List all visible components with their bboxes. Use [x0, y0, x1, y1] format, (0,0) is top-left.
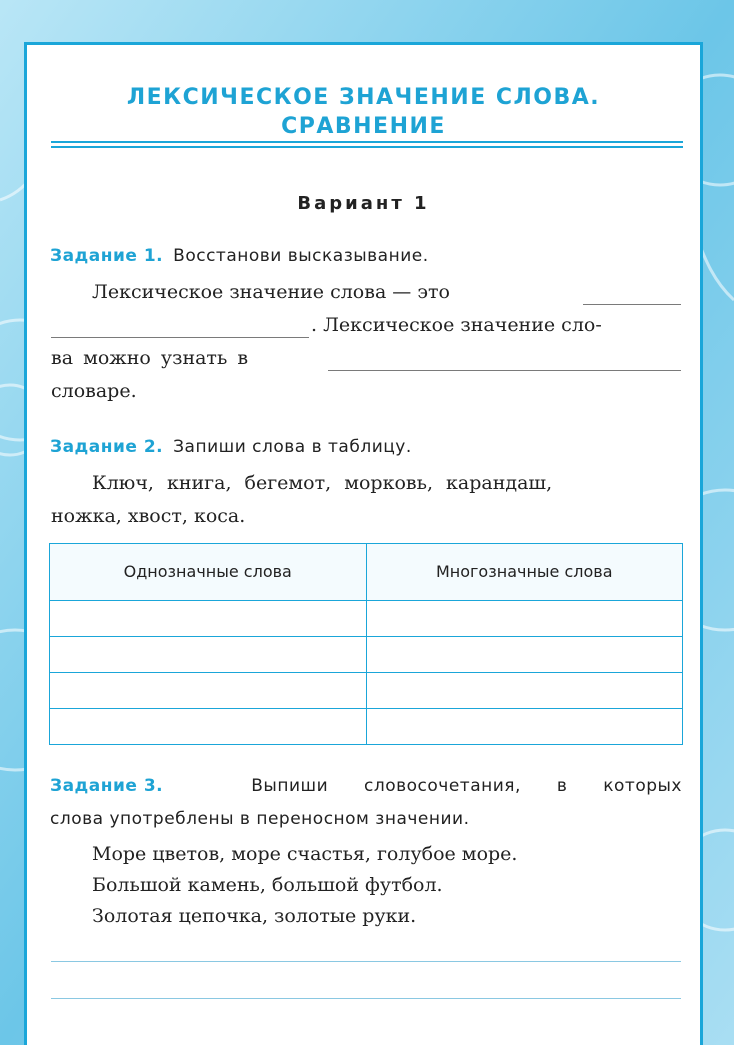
task-3-instruction-line-2: слова употреблены в переносном значении.	[50, 809, 470, 829]
column-header-single-meaning: Однозначные слова	[50, 544, 367, 601]
worksheet-page	[24, 42, 703, 1045]
task-3-heading	[50, 776, 682, 796]
task-3-label: Задание 3.	[50, 776, 164, 796]
answer-line[interactable]	[51, 998, 681, 999]
task-1-text-line-1: Лексическое значение слова — это	[92, 281, 450, 303]
answer-blank-3[interactable]	[328, 370, 681, 371]
word-table	[49, 543, 683, 745]
title-rule-top	[51, 141, 683, 143]
page-title	[27, 83, 700, 141]
task-1-text-line-4: словаре.	[51, 380, 137, 402]
table-cell[interactable]	[366, 601, 683, 637]
task-1-text-line-3: ва можно узнать в	[51, 347, 249, 369]
table-row	[50, 637, 683, 673]
task-2-instruction: Запиши слова в таблицу.	[173, 437, 412, 457]
task-2-words-line-1: Ключ, книга, бегемот, морковь, карандаш,	[92, 472, 553, 494]
example-line: Большой камень, большой футбол.	[92, 874, 443, 896]
page-title-line-2: СРАВНЕНИЕ	[281, 114, 446, 139]
task-1-text-line-2: . Лексическое значение сло-	[311, 314, 602, 336]
answer-blank-1[interactable]	[583, 304, 681, 305]
table-cell[interactable]	[50, 673, 367, 709]
table-cell[interactable]	[50, 601, 367, 637]
task-1-instruction: Восстанови высказывание.	[173, 246, 429, 266]
example-line: Море цветов, море счастья, голубое море.	[92, 843, 518, 865]
variant-heading: Вариант 1	[297, 193, 430, 214]
table-header-row	[50, 544, 683, 601]
table-cell[interactable]	[50, 709, 367, 745]
task-2-heading	[50, 437, 412, 457]
task-2-label: Задание 2.	[50, 437, 164, 457]
example-line: Золотая цепочка, золотые руки.	[92, 905, 417, 927]
task-1-heading	[50, 246, 429, 266]
table-row	[50, 709, 683, 745]
table-cell[interactable]	[366, 637, 683, 673]
answer-line[interactable]	[51, 961, 681, 962]
page-title-line-1: ЛЕКСИЧЕСКОЕ ЗНАЧЕНИЕ СЛОВА.	[126, 85, 601, 110]
table-cell[interactable]	[50, 637, 367, 673]
task-3-instruction-line-1: Выпиши словосочетания, в которых	[251, 776, 682, 796]
column-header-multiple-meaning: Многозначные слова	[366, 544, 683, 601]
table-cell[interactable]	[366, 709, 683, 745]
table-row	[50, 673, 683, 709]
table-cell[interactable]	[366, 673, 683, 709]
title-rule-bottom	[51, 146, 683, 148]
task-2-words-line-2: ножка, хвост, коса.	[51, 505, 246, 527]
task-1-label: Задание 1.	[50, 246, 164, 266]
answer-blank-2[interactable]	[51, 337, 309, 338]
table-row	[50, 601, 683, 637]
